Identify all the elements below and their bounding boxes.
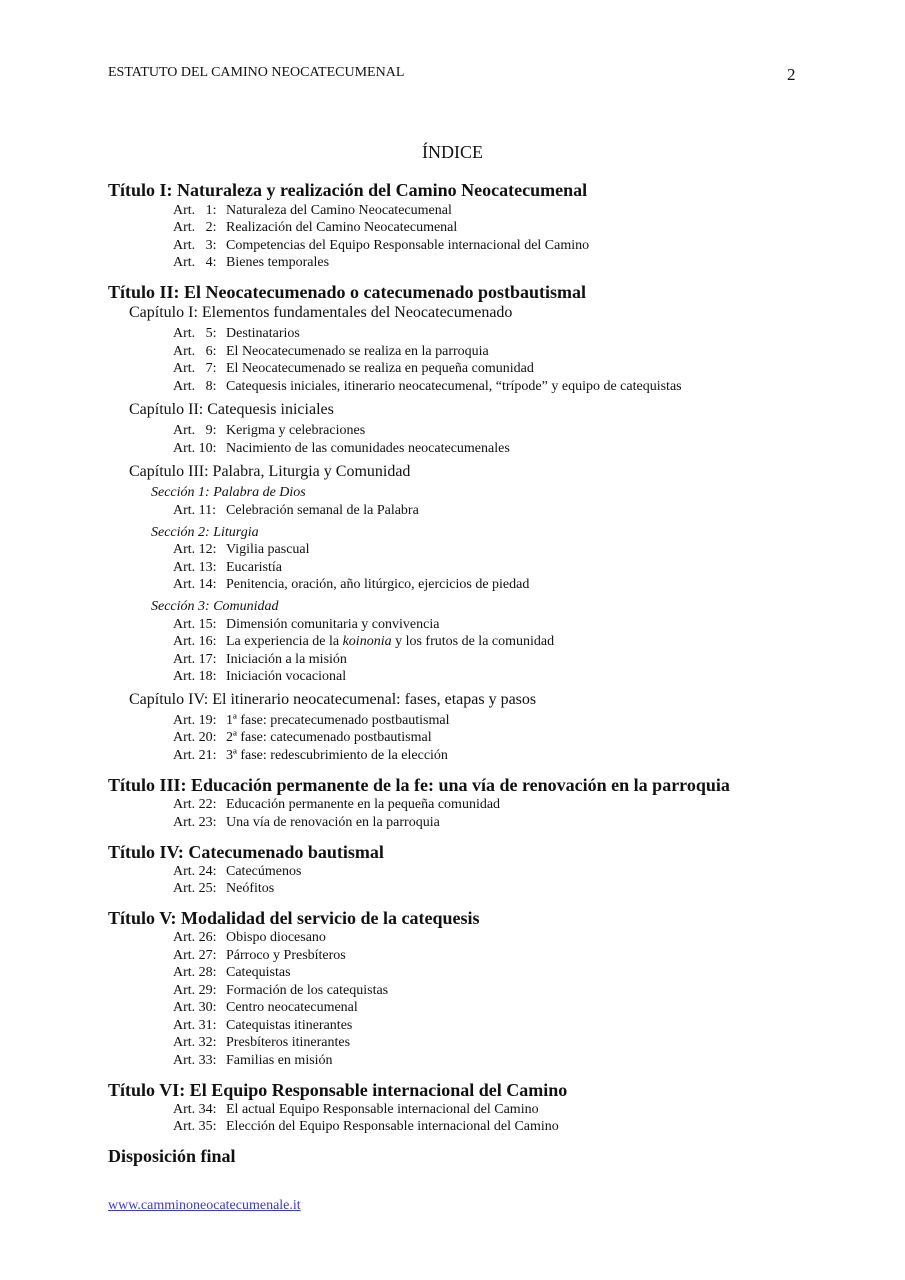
toc-article xyxy=(173,327,300,341)
toc-article xyxy=(173,1001,358,1015)
article-title: 1ª fase: precatecumenado postbautismal xyxy=(226,713,450,728)
article-title: Presbíteros itinerantes xyxy=(226,1035,351,1050)
article-title-italic: koinonia xyxy=(342,634,392,649)
toc-seccion: Sección 3: Comunidad xyxy=(151,599,279,614)
toc-article xyxy=(173,543,310,557)
index-heading: ÍNDICE xyxy=(422,142,483,162)
toc-capitulo: Capítulo II: Catequesis iniciales xyxy=(129,401,334,418)
article-number: Art. 25: xyxy=(173,881,217,896)
toc-titulo: Título VI: El Equipo Responsable internacional del Camino xyxy=(108,1080,568,1100)
toc-article xyxy=(173,204,452,218)
toc-article xyxy=(173,653,347,667)
article-title: Centro neocatecumenal xyxy=(226,1000,358,1015)
article-title: Eucaristía xyxy=(226,560,282,575)
toc-article xyxy=(173,504,419,518)
article-number: Art. 13: xyxy=(173,560,217,575)
toc-article xyxy=(173,561,282,575)
article-number: Art. 26: xyxy=(173,930,217,945)
article-number: Art. 1: xyxy=(173,203,217,218)
article-title: Naturaleza del Camino Neocatecumenal xyxy=(226,203,452,218)
article-title: Párroco y Presbíteros xyxy=(226,948,346,963)
article-title: La experiencia de la xyxy=(226,634,343,649)
article-number: Art. 12: xyxy=(173,542,217,557)
article-number: Art. 15: xyxy=(173,617,217,632)
toc-article xyxy=(173,345,489,359)
article-title: Formación de los catequistas xyxy=(226,983,389,998)
article-title: Catecúmenos xyxy=(226,864,302,879)
article-title: Catequistas xyxy=(226,965,291,980)
article-number: Art. 34: xyxy=(173,1102,217,1117)
toc-article xyxy=(173,816,440,830)
toc-article xyxy=(173,1019,352,1033)
article-number: Art. 6: xyxy=(173,344,217,359)
article-title: Elección del Equipo Responsable internacional del Camino xyxy=(226,1119,559,1134)
toc-capitulo: Capítulo III: Palabra, Liturgia y Comunidad xyxy=(129,463,411,480)
article-number: Art. 31: xyxy=(173,1018,217,1033)
article-number: Art. 2: xyxy=(173,220,217,235)
article-title: Una vía de renovación en la parroquia xyxy=(226,815,440,830)
toc-capitulo: Capítulo I: Elementos fundamentales del Neocatecumenado xyxy=(129,304,513,321)
toc-seccion: Sección 1: Palabra de Dios xyxy=(151,485,306,500)
article-title-suffix: y los frutos de la comunidad xyxy=(391,634,555,649)
article-title: Kerigma y celebraciones xyxy=(226,423,366,438)
toc-article xyxy=(173,731,432,745)
article-number: Art. 29: xyxy=(173,983,217,998)
article-title: 3ª fase: redescubrimiento de la elección xyxy=(226,748,448,763)
article-number: Art. 3: xyxy=(173,238,217,253)
article-title: Competencias del Equipo Responsable internacional del Camino xyxy=(226,238,590,253)
article-number: Art. 9: xyxy=(173,423,217,438)
article-title: Iniciación a la misión xyxy=(226,652,347,667)
article-title: Vigilia pascual xyxy=(226,542,310,557)
page-number: 2 xyxy=(787,65,796,84)
article-number: Art. 35: xyxy=(173,1119,217,1134)
article-title: El actual Equipo Responsable internacional del Camino xyxy=(226,1102,539,1117)
article-title: Educación permanente en la pequeña comunidad xyxy=(226,797,501,812)
article-number: Art. 21: xyxy=(173,748,217,763)
toc-article xyxy=(173,380,682,394)
toc-article xyxy=(173,749,448,763)
toc-article xyxy=(173,882,274,896)
toc-article xyxy=(173,1036,350,1050)
article-number: Art. 5: xyxy=(173,326,217,341)
toc-article xyxy=(173,984,388,998)
toc-article xyxy=(173,424,365,438)
article-number: Art. 17: xyxy=(173,652,217,667)
article-title: Familias en misión xyxy=(226,1053,333,1068)
toc-article xyxy=(173,239,589,253)
toc-article xyxy=(173,714,450,728)
toc-article xyxy=(173,865,301,879)
article-number: Art. 7: xyxy=(173,361,217,376)
article-number: Art. 19: xyxy=(173,713,217,728)
article-title: El Neocatecumenado se realiza en la parroquia xyxy=(226,344,489,359)
article-number: Art. 10: xyxy=(173,441,217,456)
toc-article xyxy=(173,578,529,592)
article-number: Art. 14: xyxy=(173,577,217,592)
article-title: Obispo diocesano xyxy=(226,930,326,945)
article-title: Realización del Camino Neocatecumenal xyxy=(226,220,458,235)
article-title: Neófitos xyxy=(226,881,275,896)
article-title: 2ª fase: catecumenado postbautismal xyxy=(226,730,432,745)
article-title: Catequistas itinerantes xyxy=(226,1018,353,1033)
article-title: Iniciación vocacional xyxy=(226,669,347,684)
toc-article xyxy=(173,1054,333,1068)
toc-article xyxy=(173,256,329,270)
article-title: El Neocatecumenado se realiza en pequeña comunidad xyxy=(226,361,534,376)
article-title: Catequesis iniciales, itinerario neocatecumenal, “trípode” y equipo de catequistas xyxy=(226,379,682,394)
article-number: Art. 20: xyxy=(173,730,217,745)
toc-article xyxy=(173,362,534,376)
toc-article xyxy=(173,949,346,963)
article-title: Bienes temporales xyxy=(226,255,330,270)
toc-titulo: Título III: Educación permanente de la fe: una vía de renovación en la parroquia xyxy=(108,775,730,795)
toc-capitulo: Capítulo IV: El itinerario neocatecumenal: fases, etapas y pasos xyxy=(129,691,537,708)
running-header: ESTATUTO DEL CAMINO NEOCATECUMENAL xyxy=(108,65,405,80)
toc-article xyxy=(173,1120,559,1134)
toc-article xyxy=(173,798,500,812)
toc-article xyxy=(173,670,346,684)
article-number: Art. 28: xyxy=(173,965,217,980)
toc-article xyxy=(173,635,554,649)
article-title: Dimensión comunitaria y convivencia xyxy=(226,617,440,632)
toc-titulo: Título IV: Catecumenado bautismal xyxy=(108,842,384,862)
article-number: Art. 18: xyxy=(173,669,217,684)
article-title: Penitencia, oración, año litúrgico, ejercicios de piedad xyxy=(226,577,530,592)
toc-article xyxy=(173,931,326,945)
article-title: Celebración semanal de la Palabra xyxy=(226,503,419,518)
toc-article xyxy=(173,618,439,632)
article-number: Art. 24: xyxy=(173,864,217,879)
toc-article xyxy=(173,1103,539,1117)
toc-titulo: Título V: Modalidad del servicio de la catequesis xyxy=(108,908,480,928)
article-title: Nacimiento de las comunidades neocatecumenales xyxy=(226,441,510,456)
toc-seccion: Sección 2: Liturgia xyxy=(151,525,259,540)
article-number: Art. 22: xyxy=(173,797,217,812)
article-number: Art. 8: xyxy=(173,379,217,394)
footer-link[interactable]: www.camminoneocatecumenale.it xyxy=(108,1198,301,1213)
toc-titulo: Disposición final xyxy=(108,1146,236,1166)
toc-article xyxy=(173,966,291,980)
article-number: Art. 23: xyxy=(173,815,217,830)
article-title: Destinatarios xyxy=(226,326,300,341)
toc-article xyxy=(173,442,510,456)
article-number: Art. 33: xyxy=(173,1053,217,1068)
toc-titulo: Título I: Naturaleza y realización del Camino Neocatecumenal xyxy=(108,180,588,200)
toc-titulo: Título II: El Neocatecumenado o catecumenado postbautismal xyxy=(108,282,586,302)
article-number: Art. 16: xyxy=(173,634,217,649)
article-number: Art. 32: xyxy=(173,1035,217,1050)
article-number: Art. 4: xyxy=(173,255,217,270)
article-number: Art. 30: xyxy=(173,1000,217,1015)
article-number: Art. 11: xyxy=(173,503,217,518)
article-number: Art. 27: xyxy=(173,948,217,963)
toc-article xyxy=(173,221,457,235)
